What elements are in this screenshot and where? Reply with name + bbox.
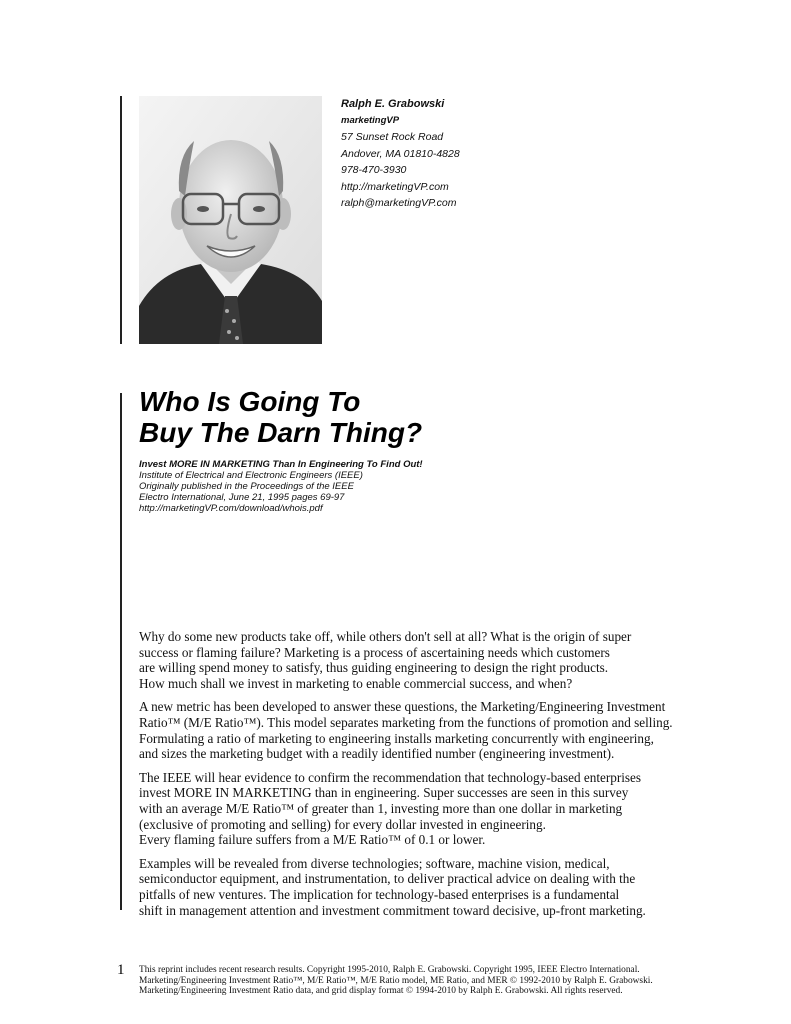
- text-line: invest MORE IN MARKETING than in engineering. Super successes are seen in this survey: [139, 785, 629, 801]
- author-name: Ralph E. Grabowski: [341, 98, 445, 110]
- text-line: semiconductor equipment, and instrumentation, to deliver practical advice on dealing with the: [139, 871, 636, 887]
- text-line: pitfalls of new ventures. The implication for technology-based enterprises is a fundamental: [139, 886, 620, 902]
- text-line: are willing spend money to satisfy, thus guiding engineering to design the right products.: [139, 660, 609, 676]
- footnote-line: This reprint includes recent research results. Copyright 1995-2010, Ralph E. Grabowski. Copyright 1995, IEEE Electro International.: [139, 965, 640, 975]
- author-address-line2: Andover, MA 01810-4828: [341, 147, 460, 160]
- text-line: shift in management attention and investment commitment toward decisive, up-front marketing.: [139, 902, 646, 918]
- author-company: marketingVP: [341, 114, 400, 126]
- meta-line-2: Originally published in the Proceedings of the IEEE: [139, 481, 354, 492]
- title-line-1: Who Is Going To: [139, 386, 361, 417]
- copyright-footnote: [139, 965, 653, 997]
- text-line: with an average M/E Ratio™ of greater than 1, investing more than one dollar in marketing: [139, 800, 623, 816]
- page-title: [139, 386, 422, 448]
- paragraph-4: [139, 856, 739, 918]
- left-margin-rule-body: [120, 393, 122, 910]
- text-line: Why do some new products take off, while others don't sell at all? What is the origin of super: [139, 629, 632, 644]
- left-margin-rule-top: [120, 96, 122, 344]
- text-line: success or flaming failure? Marketing is a process of ascertaining needs which customers: [139, 644, 610, 660]
- page-number: 1: [117, 962, 125, 978]
- title-line-2: Buy The Darn Thing?: [139, 417, 423, 448]
- text-line: The IEEE will hear evidence to confirm the recommendation that technology-based enterprises: [139, 769, 642, 785]
- text-line: Ratio™ (M/E Ratio™). This model separates marketing from the functions of promotion and selling.: [139, 714, 673, 730]
- download-link[interactable]: http://marketingVP.com/download/whois.pdf: [139, 503, 323, 514]
- text-line: and sizes the marketing budget with a readily identified number (engineering investment).: [139, 746, 615, 762]
- author-email-link[interactable]: ralph@marketingVP.com: [341, 197, 457, 209]
- author-contact-block: [341, 96, 460, 212]
- paragraph-2: [139, 699, 739, 761]
- meta-line-3: Electro International, June 21, 1995 pages 69-97: [139, 492, 345, 503]
- publication-meta: [139, 459, 423, 514]
- text-line: Examples will be revealed from diverse technologies; software, machine vision, medical,: [139, 855, 610, 871]
- text-line: Every flaming failure suffers from a M/E Ratio™ of 0.1 or lower.: [139, 832, 486, 848]
- text-line: A new metric has been developed to answer these questions, the Marketing/Engineering Investment: [139, 699, 666, 715]
- article-body: [139, 629, 739, 926]
- author-phone: 978-470-3930: [341, 164, 407, 176]
- paragraph-3: [139, 770, 739, 848]
- text-line: Formulating a ratio of marketing to engineering installs marketing concurrently with engineering,: [139, 730, 654, 746]
- subtitle: Invest MORE IN MARKETING Than In Engineering To Find Out!: [139, 459, 423, 470]
- footnote-line: Marketing/Engineering Investment Ratio™, M/E Ratio™, M/E Ratio model, ME Ratio, and MER © 1992-2010 by Ralph E. Grabowski.: [139, 975, 653, 986]
- author-portrait: [139, 96, 322, 344]
- text-line: (exclusive of promoting and selling) for every dollar invested in engineering.: [139, 816, 546, 832]
- author-address-line1: 57 Sunset Rock Road: [341, 131, 444, 143]
- footnote-line: Marketing/Engineering Investment Ratio data, and grid display format © 1994-2010 by Ralph E. Grabowski. All rights reserved.: [139, 986, 623, 996]
- author-website-link[interactable]: http://marketingVP.com: [341, 180, 449, 193]
- meta-line-1: Institute of Electrical and Electronic Engineers (IEEE): [139, 470, 363, 481]
- text-line: How much shall we invest in marketing to enable commercial success, and when?: [139, 675, 573, 691]
- paragraph-1: [139, 629, 739, 691]
